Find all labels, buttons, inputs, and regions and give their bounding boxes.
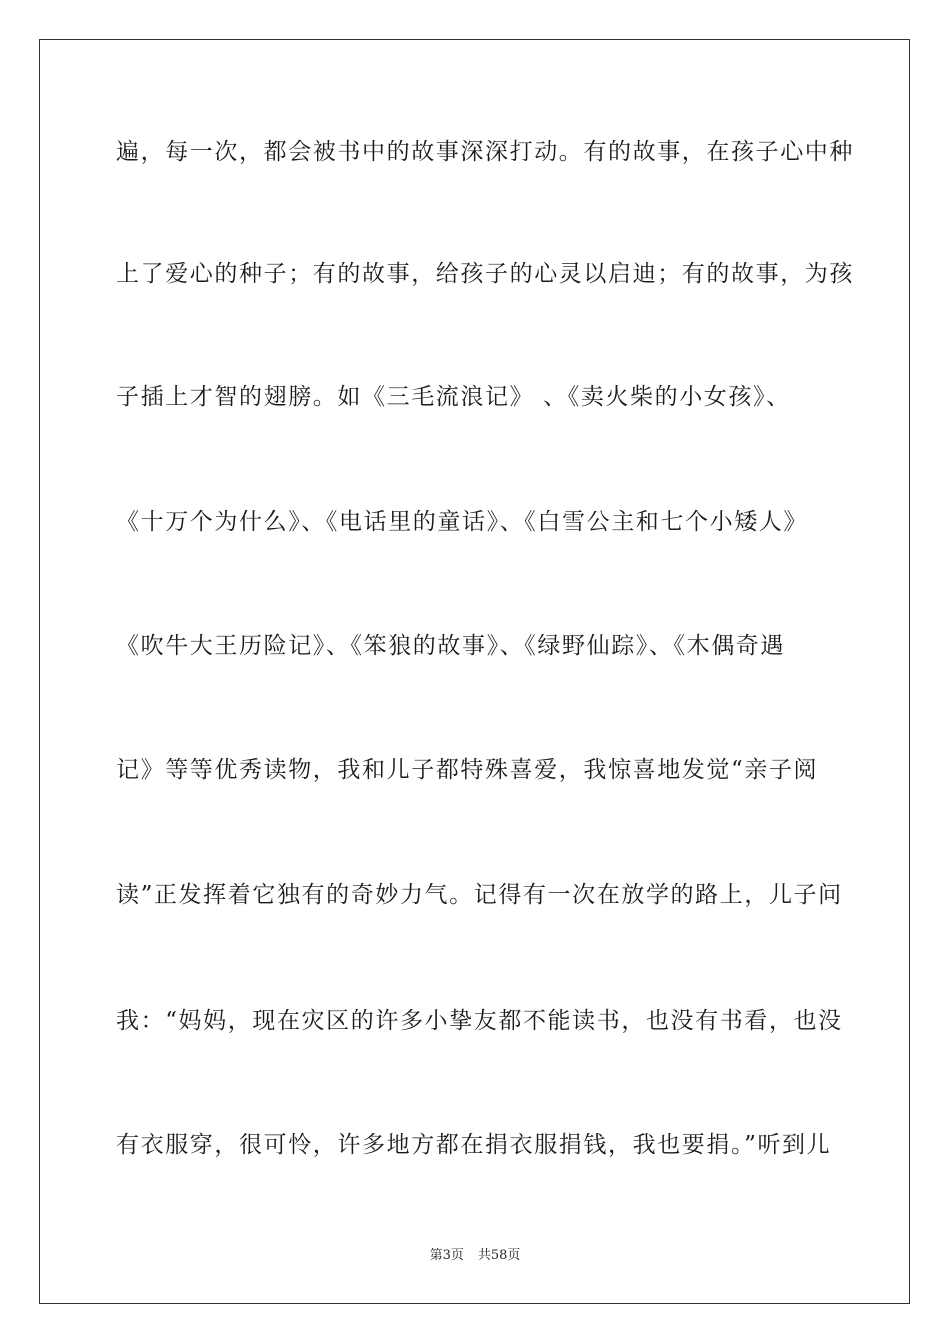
body-text-line-7: 读”正发挥着它独有的奇妙力气。记得有一次在放学的路上，儿子问 (116, 882, 843, 908)
body-text-line-4: 《十万个为什么》、《电话里的童话》、《白雪公主和七个小矮人》 (116, 509, 808, 535)
page-border (39, 39, 910, 1304)
page-number: 第3页 (429, 1248, 464, 1263)
body-text-line-9: 有衣服穿，很可怜，许多地方都在捐衣服捐钱，我也要捐。”听到儿 (116, 1132, 832, 1158)
page-total: 共58页 (477, 1248, 521, 1263)
body-text-line-2: 上了爱心的种子；有的故事，给孩子的心灵以启迪；有的故事，为孩 (116, 261, 854, 287)
body-text-line-3: 子插上才智的翅膀。如《三毛流浪记》 、《卖火柴的小女孩》、 (116, 384, 791, 410)
page-footer (0, 1247, 950, 1265)
body-text-line-5: 《吹牛大王历险记》、《笨狼的故事》、《绿野仙踪》、《木偶奇遇 (116, 633, 785, 659)
body-text-line-8: 我：“妈妈，现在灾区的许多小挚友都不能读书，也没有书看，也没 (116, 1008, 843, 1034)
body-text-line-6: 记》等等优秀读物，我和儿子都特殊喜爱，我惊喜地发觉“亲子阅 (116, 757, 819, 783)
body-text-line-1: 遍，每一次，都会被书中的故事深深打动。有的故事，在孩子心中种 (116, 139, 854, 165)
